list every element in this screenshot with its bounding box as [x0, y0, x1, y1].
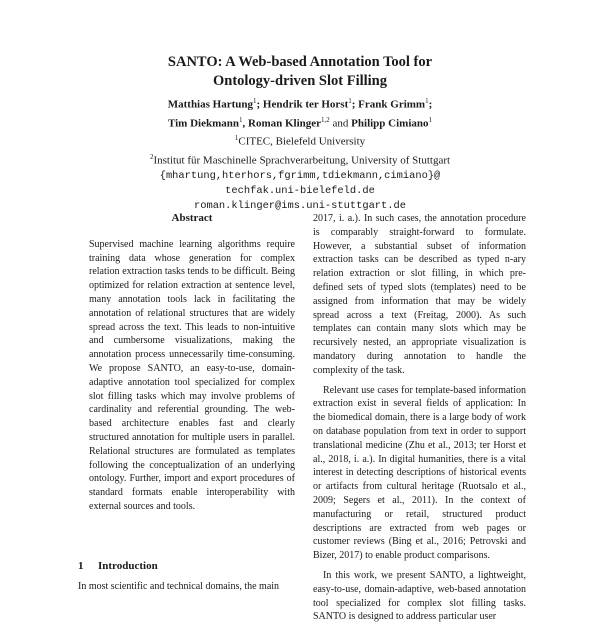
author-name: Tim Diekmann — [167, 117, 239, 130]
affiliation-1 — [0, 131, 600, 150]
section-number: 1 — [78, 560, 84, 572]
author-separator: ; — [351, 98, 356, 111]
author-affiliation-mark: 1 — [428, 115, 432, 124]
author-separator: , — [242, 117, 246, 130]
abstract-text: Supervised machine learning algorithms require training data whose generation for complex relation extraction tasks tends to be difficult. Being optimized for relation extraction at sentence level, many annotation tools lack in facilitating the annotation of relational structures that are widely spread across the text. This leads to non-intuitive and cumbersome visualizations, making the annotation process unnecessarily time-consuming. We propose SANTO, an easy-to-use, domain-adaptive annotation tool specialized for complex slot filling tasks which may involve problems of cardinality and referential grounding. The web-based architecture enables fast and clearly structured annotation for multiple users in parallel. Relational structures are formulated as templates following the conceptualization of an underlying ontology. Further, import and export procedures of standard formats enable interoperability with external sources and tools. — [89, 238, 295, 512]
author-separator: ; — [256, 98, 261, 111]
section-title: Introduction — [98, 560, 158, 572]
author-affiliation-mark: 1 — [252, 97, 257, 105]
author-affiliation-mark: 1 — [425, 97, 429, 105]
affiliation-2 — [0, 150, 600, 169]
author-name: Frank Grimm — [358, 98, 426, 111]
abstract-heading: Abstract — [171, 212, 213, 224]
paragraph: Relevant use cases for template-based information extraction exist in several fields of application: In the biomedical domain, there is a large body of work on database population from text in order to support translational medicine (Zhu et al., 2013; ter Horst et al., 2018, i. a.). In digital humanities, there is a vital interest in detecting descriptions of historical events or artifacts from cultural heritage (Ruotsalo et al., 2009; Segers et al., 2011). In the context of manufacturing or retail, structured product descriptions are extracted from web pages or customer reviews (Bing et al., 2016; Petrovski and Bizer, 2017) to enable product comparisons. — [313, 384, 526, 562]
author-separator: ; — [428, 98, 433, 111]
title-line-2: Ontology-driven Slot Filling — [212, 73, 387, 89]
affiliation-text: CITEC, Bielefeld University — [238, 135, 366, 148]
author-affiliation-mark: 1,2 — [321, 115, 330, 124]
author-name: Philipp Cimiano — [351, 117, 429, 130]
paragraph: 2017, i. a.). In such cases, the annotation procedure is comparably straight-forward to formulate. However, a substantial subset of information extraction tasks can be described as typed n-ary relation extraction or slot filling, in which pre-defined sets of typed slots (templates) need to be assigned from information that may be widely spread across a text (Freitag, 2000). As such templates can contain many slots which may be recursively nested, an appropriate visualization is mandatory during annotation to handle the complexity of the task. — [313, 213, 526, 376]
paragraph: In this work, we present SANTO, a lightweight, easy-to-use, domain-adaptive, web-based annotation tool specialized for complex slot filling tasks. SANTO is designed to address particular user — [313, 569, 526, 623]
section-heading-introduction — [78, 560, 298, 572]
author-block — [0, 94, 600, 214]
paper-title — [0, 53, 600, 91]
email-line-1: {mhartung,hterhors,fgrimm,tdiekmann,cimiano}@ — [159, 169, 441, 182]
email-line-2: techfak.uni-bielefeld.de — [225, 184, 375, 197]
abstract-section — [89, 212, 295, 514]
authors-line-1 — [0, 94, 600, 113]
affiliation-mark: 2 — [149, 152, 154, 161]
authors-line-2 — [0, 113, 600, 132]
author-name: Hendrik ter Horst — [262, 98, 349, 111]
introduction-text: In most scientific and technical domains, the main — [78, 581, 280, 592]
author-name: Roman Klinger — [248, 117, 322, 130]
affiliation-text: Institut für Maschinelle Sprachverarbeitung, University of Stuttgart — [153, 154, 451, 167]
affiliation-mark: 1 — [234, 134, 239, 143]
title-line-1: SANTO: A Web-based Annotation Tool for — [167, 54, 433, 70]
right-column — [313, 212, 526, 624]
author-conjunction: and — [332, 117, 349, 130]
author-affiliation-mark: 1 — [239, 115, 243, 124]
email-line-3: roman.klinger@ims.uni-stuttgart.de — [193, 199, 406, 212]
author-affiliation-mark: 1 — [348, 97, 352, 105]
author-name: Matthias Hartung — [167, 98, 253, 111]
